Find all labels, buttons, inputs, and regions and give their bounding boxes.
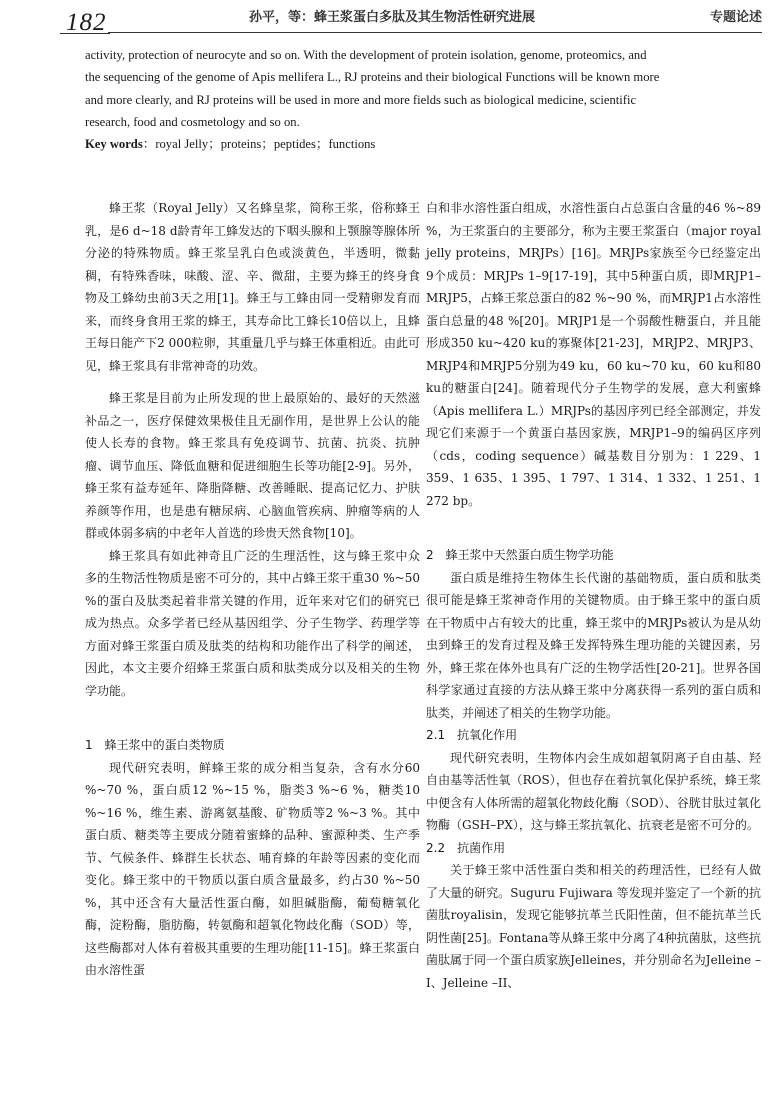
abstract-line: the sequencing of the genome of Apis mellifera L., RJ proteins and their biological Functions will be known more bbox=[85, 70, 660, 85]
paragraph: 蜂王浆具有如此神奇且广泛的生理活性，这与蜂王浆中众多的生物活性物质是密不可分的，其中占蜂王浆干重30 %~50 %的蛋白及肽类起着非常关键的作用，近年来对它们的研究已成为热点。众多学者已经从基因组学、分子生物学、药理学等方面对蜂王浆蛋白质及肽类的结构和功能作出了科学的阐述，因此，本文主要介绍蜂王浆蛋白质和肽类成分以及相关的生物学功能。 bbox=[85, 548, 420, 698]
paragraph: 蛋白质是维持生物体生长代谢的基础物质，蛋白质和肽类很可能是蜂王浆神奇作用的关键物质。由于蜂王浆中的蛋白质在干物质中占有较大的比重，蜂王浆中的MRJPs被认为是从幼虫到蜂王的发育过程及蜂王发挥特殊生理功能的关键因素，另外，蜂王浆在体外也具有广泛的生物学活性[20-21]。世界各国科学家通过直接的方法从蜂王浆中分离获得一系列的蛋白质和肽类，并阐述了相关的生物学功能。 bbox=[426, 570, 761, 720]
abstract-line: and more clearly, and RJ proteins will be used in more and more fields such as biological medicine, scientific bbox=[85, 92, 637, 107]
subsection-heading: 2.2 抗菌作用 bbox=[426, 840, 506, 855]
right-column bbox=[426, 197, 761, 994]
left-column bbox=[85, 197, 420, 982]
keywords-value: ：royal Jelly；proteins；peptides；functions bbox=[142, 137, 376, 152]
paragraph: 蜂王浆（Royal Jelly）又名蜂皇浆，简称王浆，俗称蜂王乳，是6 d~18 d龄青年工蜂发达的下咽头腺和上颚腺等腺体所分泌的特殊物质。蜂王浆呈乳白色或淡黄色，半透明，微黏稠，有特殊香味，味酸、涩、辛、微甜，主要为蜂王的终身食物及工蜂幼虫前3天之用[1]。蜂王与工蜂由同一受精卵发育而来，而终身食用王浆的蜂王，其寿命比工蜂长10倍以上，且蜂王每日能产下2 000粒卵，其重量几乎与蜂王体重相近。由此可见，蜂王浆具有非常神奇的功效。 bbox=[85, 201, 420, 373]
paragraph: 白和非水溶性蛋白组成，水溶性蛋白占总蛋白含量的46 %~89 %，为王浆蛋白的主要部分，称为主要王浆蛋白（major royal jelly proteins，MRJPs）[16]。MRJPs家族至今已经鉴定出9个成员：MRJPs 1–9[17-19]，其中5种蛋白质，即MRJP1–MRJP5，占蜂王浆总蛋白的82 %~90 %，而MRJP1占水溶性蛋白总量的48 %[20]。MRJP1是一个弱酸性糖蛋白，并且能形成350 ku~420 ku的寡聚体[21-23]，MRJP2、MRJP3、MRJP4和MRJP5分别为49 ku，60 ku~70 ku，60 ku和80 ku的糖蛋白[24]。随着现代分子生物学的发展，意大利蜜蜂（Apis mellifera L.）MRJPs的基因序列已经全部测定，并发现它们来源于一个黄蛋白基因家族，MRJP1–9的编码区序列（cds，coding sequence）碱基数目分别为：1 229、1 359、1 635、1 395、1 797、1 314、1 332、1 251、1 272 bp。 bbox=[426, 201, 761, 508]
paragraph: 现代研究表明，生物体内会生成如超氧阴离子自由基、羟自由基等活性氧（ROS），但也存在着抗氧化保护系统，蜂王浆中便含有人体所需的超氧化物歧化酶（SOD）、谷胱甘肽过氧化物酶（GSH–PX），这与蜂王浆抗氧化、抗衰老是密不可分的。 bbox=[426, 750, 761, 832]
page-number: 182 bbox=[66, 9, 107, 36]
section-heading: 2 蜂王浆中天然蛋白质生物学功能 bbox=[426, 548, 614, 562]
section-heading: 1 蜂王浆中的蛋白类物质 bbox=[85, 738, 225, 752]
page-number-rule bbox=[60, 33, 110, 34]
subsection-heading: 2.1 抗氧化作用 bbox=[426, 728, 518, 742]
page-header bbox=[0, 0, 780, 40]
keywords-label: Key words bbox=[85, 137, 143, 152]
paragraph: 蜂王浆是目前为止所发现的世上最原始的、最好的天然滋补品之一，医疗保健效果极佳且无副作用，是世界上公认的能使人长寿的食物。蜂王浆具有免疫调节、抗菌、抗炎、抗肿瘤、调节血压、降低血糖和促进细胞生长等功能[2-9]。另外，蜂王浆有益寿延年、降脂降糖、改善睡眠、提高记忆力、护肤养颜等作用，也是患有糖尿病、心脑血管疾病、肿瘤等病的人群或体弱多病的中老年人首选的珍贵天然食物[10]。 bbox=[85, 391, 420, 540]
english-abstract bbox=[85, 44, 761, 155]
paragraph: 现代研究表明，鲜蜂王浆的成分相当复杂，含有水分60 %~70 %，蛋白质12 %~15 %，脂类3 %~6 %，糖类10 %~16 %，维生素、游离氨基酸、矿物质等2 %~3 %。其中蛋白质、糖类等主要成分随着蜜蜂的品种、蜜源种类、生产季节、气候条件、蜂群生长状态、哺育蜂的年龄等因素的变化而变化。蜂王浆中的干物质以蛋白质含量最多，约占30 %~50 %，其中还含有大量活性蛋白酶，如胆碱脂酶，葡萄糖氧化酶，淀粉酶，脂肪酶，转氨酶和超氧化物歧化酶（SOD）等，这些酶都对人体有着极其重要的生理功能[11-15]。蜂王浆蛋白由水溶性蛋 bbox=[85, 760, 420, 977]
abstract-line: activity, protection of neurocyte and so on. With the development of protein isolation, genome, proteomics, and bbox=[85, 48, 647, 62]
section-tag: 专题论述 bbox=[709, 10, 762, 25]
paragraph: 关于蜂王浆中活性蛋白类和相关的药理活性，已经有人做了大量的研究。Suguru Fujiwara 等发现并鉴定了一个新的抗菌肽royalisin，发现它能够抗革兰氏阳性菌，但不能抗革兰氏阴性菌[25]。Fontana等从蜂王浆中分离了4种抗菌肽，这些抗菌肽属于同一个蛋白质家族Jelleines，并分别命名为Jelleine –I、Jelleine –II、 bbox=[426, 863, 761, 990]
header-rule bbox=[108, 32, 762, 33]
abstract-line: research, food and cosmetology and so on. bbox=[85, 114, 300, 129]
keywords-line bbox=[85, 133, 761, 155]
running-title: 孙平，等：蜂王浆蛋白多肽及其生物活性研究进展 bbox=[248, 10, 535, 25]
